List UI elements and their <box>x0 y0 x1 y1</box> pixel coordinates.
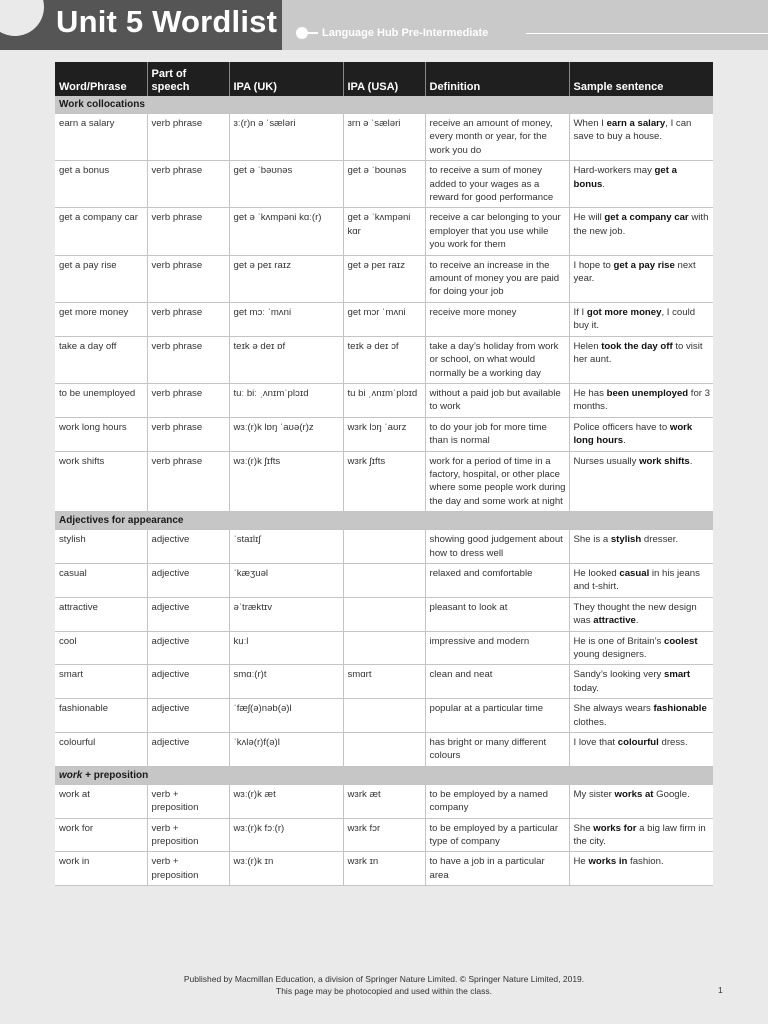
sentence-text: clothes. <box>573 716 607 728</box>
definition-cell: without a paid job but available to work <box>425 383 569 417</box>
definition-cell: receive more money <box>425 302 569 336</box>
table-row <box>55 383 713 417</box>
sentence-text: a big law firm in the city. <box>573 822 706 848</box>
definition-cell: to be employed by a particular type of company <box>425 818 569 852</box>
highlighted-phrase: earn a salary <box>606 118 666 129</box>
table-row <box>55 530 713 564</box>
ipa-uk-cell: kuːl <box>229 631 343 665</box>
column-header-pos: Part of speech <box>147 62 229 96</box>
sample-sentence-cell <box>569 161 713 208</box>
ipa-uk-cell: ɡet mɔː ˈmʌni <box>229 302 343 336</box>
table-row <box>55 255 713 302</box>
sentence-text: I love that <box>573 737 618 749</box>
ipa-uk-cell: ˈkʌlə(r)f(ə)l <box>229 733 343 767</box>
sample-sentence-cell <box>569 852 713 886</box>
sentence-text: He is one of Britain’s <box>573 635 664 647</box>
sample-sentence-cell <box>569 383 713 417</box>
ipa-usa-cell <box>343 530 425 564</box>
table-row <box>55 114 713 161</box>
highlighted-phrase: work long hours <box>573 421 693 447</box>
bullet-dot-icon <box>296 27 308 39</box>
table-row <box>55 597 713 631</box>
word-cell: fashionable <box>55 699 147 733</box>
sentence-text: . <box>602 178 605 190</box>
ipa-uk-cell: ɡet ə ˈkʌmpəni kɑː(r) <box>229 208 343 255</box>
word-cell: work at <box>55 784 147 818</box>
sentence-text: for 3 months. <box>573 387 711 413</box>
highlighted-phrase: attractive <box>593 615 636 627</box>
ipa-uk-cell: ɡet ə ˈbəʊnəs <box>229 161 343 208</box>
part-of-speech-cell: adjective <box>147 665 229 699</box>
sentence-text: , I can save to buy a house. <box>573 118 692 143</box>
word-cell: casual <box>55 563 147 597</box>
sentence-text: Google. <box>653 788 690 800</box>
ipa-uk-cell: ˈstaɪlɪʃ <box>229 530 343 564</box>
definition-cell: to receive an increase in the amount of money you are paid for doing your job <box>425 255 569 302</box>
word-cell: cool <box>55 631 147 665</box>
sample-sentence-cell <box>569 784 713 818</box>
ipa-usa-cell: wɜrk fɔr <box>343 818 425 852</box>
definition-cell: has bright or many different colours <box>425 733 569 767</box>
sample-sentence-cell <box>569 336 713 383</box>
definition-cell: showing good judgement about how to dress well <box>425 530 569 564</box>
highlighted-phrase: coolest <box>663 635 698 647</box>
table-row <box>55 161 713 208</box>
part-of-speech-cell: verb + preposition <box>147 784 229 818</box>
sentence-text: dresser. <box>641 534 679 546</box>
ipa-usa-cell <box>343 699 425 733</box>
column-header-ipa-uk: IPA (UK) <box>229 62 343 96</box>
section-title <box>55 96 713 114</box>
word-cell: stylish <box>55 530 147 564</box>
ipa-usa-cell <box>343 563 425 597</box>
ipa-uk-cell: ɜː(r)n ə ˈsæləri <box>229 114 343 161</box>
definition-cell: pleasant to look at <box>425 597 569 631</box>
part-of-speech-cell: adjective <box>147 530 229 564</box>
sample-sentence-cell <box>569 699 713 733</box>
highlighted-phrase: smart <box>663 669 691 681</box>
sentence-text: in his jeans and t-shirt. <box>573 567 700 593</box>
bullet-dash-icon <box>308 32 318 34</box>
ipa-uk-cell: tuː biː ˌʌnɪmˈplɔɪd <box>229 383 343 417</box>
sentence-text: She always wears <box>573 703 654 715</box>
ipa-usa-cell <box>343 597 425 631</box>
sentence-text: young designers. <box>573 649 647 660</box>
table-row <box>55 302 713 336</box>
definition-cell: receive a car belonging to your employer that you use while you work for them <box>425 208 569 255</box>
highlighted-phrase: got more money <box>586 306 662 318</box>
ipa-usa-cell: ɜrn ə ˈsæləri <box>343 114 425 161</box>
word-cell: smart <box>55 665 147 699</box>
ipa-usa-cell: ɡet ə peɪ raɪz <box>343 255 425 302</box>
column-header-ipa-usa: IPA (USA) <box>343 62 425 96</box>
sample-sentence-cell <box>569 114 713 161</box>
word-cell: work in <box>55 852 147 886</box>
ipa-uk-cell: əˈtræktɪv <box>229 597 343 631</box>
table-row <box>55 699 713 733</box>
part-of-speech-cell: verb phrase <box>147 451 229 512</box>
ipa-usa-cell <box>343 631 425 665</box>
sentence-text: , I could buy it. <box>573 306 696 332</box>
sentence-text: They thought the new design was <box>573 601 697 627</box>
section-title-italic: work <box>59 769 83 781</box>
ipa-uk-cell: wɜː(r)k ʃɪfts <box>229 451 343 512</box>
section-title-text: + preposition <box>82 769 149 781</box>
ipa-uk-cell: smɑː(r)t <box>229 665 343 699</box>
sentence-text: She <box>573 822 594 834</box>
table-header-row <box>55 62 713 96</box>
part-of-speech-cell: verb phrase <box>147 255 229 302</box>
definition-cell: receive an amount of money, every month or year, for the work you do <box>425 114 569 161</box>
ipa-uk-cell: wɜː(r)k æt <box>229 784 343 818</box>
word-cell: to be unemployed <box>55 383 147 417</box>
word-cell: take a day off <box>55 336 147 383</box>
part-of-speech-cell: verb phrase <box>147 383 229 417</box>
wordlist-table <box>55 62 713 886</box>
word-cell: attractive <box>55 597 147 631</box>
ipa-usa-cell: ɡet ə ˈkʌmpəni kɑr <box>343 208 425 255</box>
ipa-usa-cell: teɪk ə deɪ ɔf <box>343 336 425 383</box>
column-header-definition: Definition <box>425 62 569 96</box>
table-row <box>55 208 713 255</box>
word-cell: work shifts <box>55 451 147 512</box>
title-block <box>0 0 282 50</box>
highlighted-phrase: stylish <box>610 534 642 546</box>
part-of-speech-cell: verb phrase <box>147 161 229 208</box>
sentence-text: She is a <box>573 534 611 546</box>
sentence-text: Nurses usually <box>573 455 640 467</box>
sentence-text: Hard-workers may <box>573 165 655 177</box>
column-header-sentence: Sample sentence <box>569 62 713 96</box>
sentence-text: . <box>623 435 626 447</box>
ipa-uk-cell: wɜː(r)k ɪn <box>229 852 343 886</box>
ipa-usa-cell: smɑrt <box>343 665 425 699</box>
highlighted-phrase: fashionable <box>653 703 707 715</box>
sentence-text: I hope to <box>573 259 614 271</box>
ipa-uk-cell: wɜː(r)k lɒŋ ˈaʊə(r)z <box>229 417 343 451</box>
sentence-text: He looked <box>573 567 620 579</box>
ipa-uk-cell: ˈfæʃ(ə)nəb(ə)l <box>229 699 343 733</box>
part-of-speech-cell: adjective <box>147 699 229 733</box>
part-of-speech-cell: adjective <box>147 733 229 767</box>
sentence-text: He will <box>573 212 605 224</box>
ipa-usa-cell: tu bi ˌʌnɪmˈplɔɪd <box>343 383 425 417</box>
highlighted-phrase: work shifts <box>639 455 690 467</box>
sample-sentence-cell <box>569 302 713 336</box>
part-of-speech-cell: verb + preposition <box>147 852 229 886</box>
sentence-text: today. <box>573 682 599 694</box>
ipa-usa-cell: wɜrk ɪn <box>343 852 425 886</box>
column-header-word: Word/Phrase <box>55 62 147 96</box>
footer-copy-note: This page may be photocopied and used within the class. <box>276 986 492 996</box>
sample-sentence-cell <box>569 818 713 852</box>
page-title: Unit 5 Wordlist <box>56 4 278 39</box>
highlighted-phrase: get a company car <box>604 212 689 224</box>
table-row <box>55 451 713 512</box>
ipa-usa-cell: wɜrk lɔŋ ˈaʊrz <box>343 417 425 451</box>
definition-cell: to have a job in a particular area <box>425 852 569 886</box>
word-cell: get a bonus <box>55 161 147 208</box>
ipa-usa-cell: wɜrk æt <box>343 784 425 818</box>
sample-sentence-cell <box>569 597 713 631</box>
section-header-row <box>55 766 713 784</box>
word-cell: get a pay rise <box>55 255 147 302</box>
part-of-speech-cell: verb phrase <box>147 208 229 255</box>
sentence-text: When I <box>573 118 607 129</box>
highlighted-phrase: been unemployed <box>606 387 689 399</box>
highlighted-phrase: works at <box>614 788 654 800</box>
word-cell: work for <box>55 818 147 852</box>
definition-cell: to be employed by a named company <box>425 784 569 818</box>
highlighted-phrase: colourful <box>617 737 659 749</box>
sample-sentence-cell <box>569 563 713 597</box>
table-row <box>55 417 713 451</box>
section-header-row <box>55 96 713 114</box>
sample-sentence-cell <box>569 417 713 451</box>
part-of-speech-cell: verb phrase <box>147 336 229 383</box>
word-cell: colourful <box>55 733 147 767</box>
sentence-text: next year. <box>573 259 696 285</box>
section-title <box>55 766 713 784</box>
highlighted-phrase: works for <box>593 822 637 834</box>
part-of-speech-cell: adjective <box>147 631 229 665</box>
sentence-text: Helen <box>573 340 602 352</box>
sentence-text: . <box>689 455 693 467</box>
ipa-uk-cell: wɜː(r)k fɔː(r) <box>229 818 343 852</box>
word-cell: earn a salary <box>55 114 147 161</box>
sample-sentence-cell <box>569 255 713 302</box>
sentence-text: with the new job. <box>573 212 709 237</box>
sentence-text: If I <box>573 306 587 318</box>
table-row <box>55 665 713 699</box>
page-number: 1 <box>718 985 723 995</box>
word-cell: get a company car <box>55 208 147 255</box>
ipa-uk-cell: ˈkæʒuəl <box>229 563 343 597</box>
highlighted-phrase: get a pay rise <box>613 259 675 271</box>
definition-cell: clean and neat <box>425 665 569 699</box>
definition-cell: impressive and modern <box>425 631 569 665</box>
highlighted-phrase: took the day off <box>601 340 673 352</box>
table-row <box>55 336 713 383</box>
highlighted-phrase: works in <box>588 856 628 868</box>
highlighted-phrase: casual <box>619 567 650 579</box>
sample-sentence-cell <box>569 530 713 564</box>
ipa-usa-cell: wɜrk ʃɪfts <box>343 451 425 512</box>
sentence-text: He <box>573 856 589 868</box>
table-row <box>55 631 713 665</box>
sample-sentence-cell <box>569 665 713 699</box>
header-banner <box>0 0 768 50</box>
page-subtitle: Language Hub Pre-Intermediate <box>322 27 489 39</box>
table-row <box>55 852 713 886</box>
ipa-uk-cell: ɡet ə peɪ raɪz <box>229 255 343 302</box>
sentence-text: My sister <box>573 788 615 800</box>
part-of-speech-cell: verb phrase <box>147 417 229 451</box>
ipa-uk-cell: teɪk ə deɪ ɒf <box>229 336 343 383</box>
part-of-speech-cell: adjective <box>147 563 229 597</box>
sentence-text: . <box>635 615 639 627</box>
footer <box>0 973 768 997</box>
ipa-usa-cell: ɡet ə ˈboʊnəs <box>343 161 425 208</box>
corner-notch <box>0 0 44 36</box>
part-of-speech-cell: verb phrase <box>147 114 229 161</box>
highlighted-phrase: get a bonus <box>573 165 677 190</box>
word-cell: work long hours <box>55 417 147 451</box>
table-row <box>55 818 713 852</box>
definition-cell: popular at a particular time <box>425 699 569 733</box>
definition-cell: relaxed and comfortable <box>425 563 569 597</box>
sentence-text: dress. <box>658 737 688 749</box>
table-row <box>55 563 713 597</box>
sentence-text: fashion. <box>627 856 664 868</box>
part-of-speech-cell: adjective <box>147 597 229 631</box>
sample-sentence-cell <box>569 451 713 512</box>
word-cell: get more money <box>55 302 147 336</box>
table-row <box>55 784 713 818</box>
subtitle-group <box>296 26 488 40</box>
sentence-text: He has <box>573 387 607 399</box>
table-row <box>55 733 713 767</box>
sample-sentence-cell <box>569 208 713 255</box>
definition-cell: work for a period of time in a factory, hospital, or other place where some people work during the day and some work at night <box>425 451 569 512</box>
ipa-usa-cell: ɡet mɔr ˈmʌni <box>343 302 425 336</box>
definition-cell: to receive a sum of money added to your wages as a reward for good performance <box>425 161 569 208</box>
footer-publisher: Published by Macmillan Education, a division of Springer Nature Limited. © Springer Nature Limited, 2019. <box>183 974 585 984</box>
sample-sentence-cell <box>569 631 713 665</box>
sample-sentence-cell <box>569 733 713 767</box>
sentence-text: Sandy’s looking very <box>573 669 664 681</box>
sentence-text: Police officers have to <box>573 421 670 433</box>
section-title <box>55 512 713 530</box>
ipa-usa-cell <box>343 733 425 767</box>
section-title-text: Work collocations <box>59 99 145 110</box>
section-title-text: Adjectives for appearance <box>59 515 184 527</box>
section-header-row <box>55 512 713 530</box>
banner-rule <box>526 33 768 34</box>
sentence-text: to visit her aunt. <box>573 340 703 366</box>
table-body <box>55 96 713 886</box>
part-of-speech-cell: verb + preposition <box>147 818 229 852</box>
definition-cell: take a day’s holiday from work or school, on what would normally be a working day <box>425 336 569 383</box>
part-of-speech-cell: verb phrase <box>147 302 229 336</box>
definition-cell: to do your job for more time than is normal <box>425 417 569 451</box>
